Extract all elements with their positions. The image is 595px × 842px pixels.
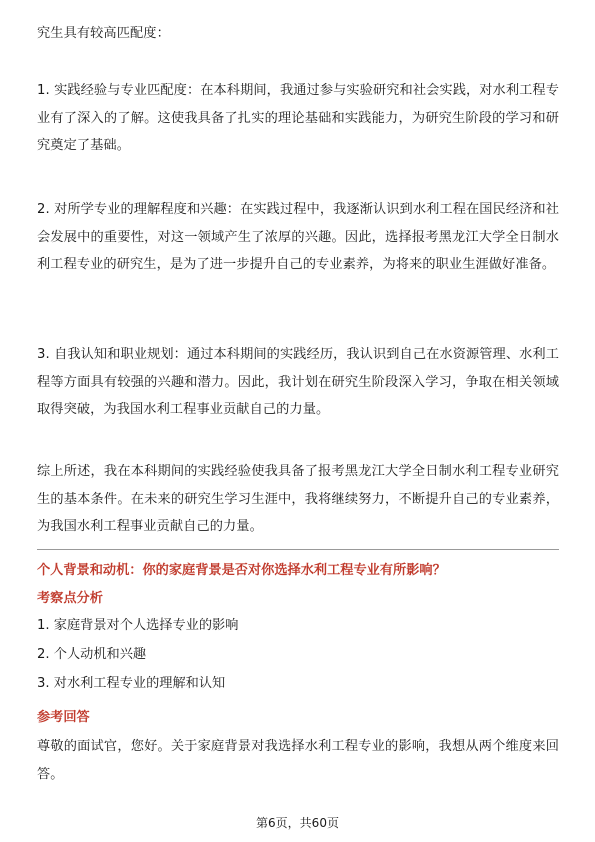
answer-text: 尊敬的面试官，您好。关于家庭背景对我选择水利工程专业的影响，我想从两个维度来回答。 — [37, 739, 559, 782]
paragraph-self-awareness: 3. 自我认知和职业规划：通过本科期间的实践经历，我认识到自己在水资源管理、水利工程等方面具有较强的兴趣和潜力。因此，我计划在研究生阶段深入学习，争取在相关领域取得突破，为我国水利工程事业贡献自己的力量。 — [37, 347, 559, 417]
answer-heading: 参考回答 — [37, 710, 90, 725]
intro-line: 究生具有较高匹配度： — [37, 26, 170, 41]
interview-question: 个人背景和动机：你的家庭背景是否对你选择水利工程专业有所影响？ — [37, 563, 446, 578]
analysis-item: 3. 对水利工程专业的理解和认知 — [37, 676, 226, 691]
analysis-heading: 考察点分析 — [37, 591, 103, 606]
paragraph-practice-match: 1. 实践经验与专业匹配度：在本科期间，我通过参与实验研究和社会实践，对水利工程专业有了深入的了解。这使我具备了扎实的理论基础和实践能力，为研究生阶段的学习和研究奠定了基础。 — [37, 83, 559, 153]
page-number: 第6页，共60页 — [256, 816, 339, 830]
section-divider — [37, 549, 559, 550]
paragraph-summary: 综上所述，我在本科期间的实践经验使我具备了报考黑龙江大学全日制水利工程专业研究生的基本条件。在未来的研究生学习生涯中，我将继续努力，不断提升自己的专业素养，为我国水利工程事业贡献自己的力量。 — [37, 464, 559, 534]
paragraph-understanding-interest: 2. 对所学专业的理解程度和兴趣：在实践过程中，我逐渐认识到水利工程在国民经济和社会发展中的重要性，对这一领域产生了浓厚的兴趣。因此，选择报考黑龙江大学全日制水利工程专业的研究生，是为了进一步提升自己的专业素养，为将来的职业生涯做好准备。 — [37, 202, 559, 272]
analysis-item: 1. 家庭背景对个人选择专业的影响 — [37, 618, 239, 633]
analysis-item: 2. 个人动机和兴趣 — [37, 647, 147, 662]
